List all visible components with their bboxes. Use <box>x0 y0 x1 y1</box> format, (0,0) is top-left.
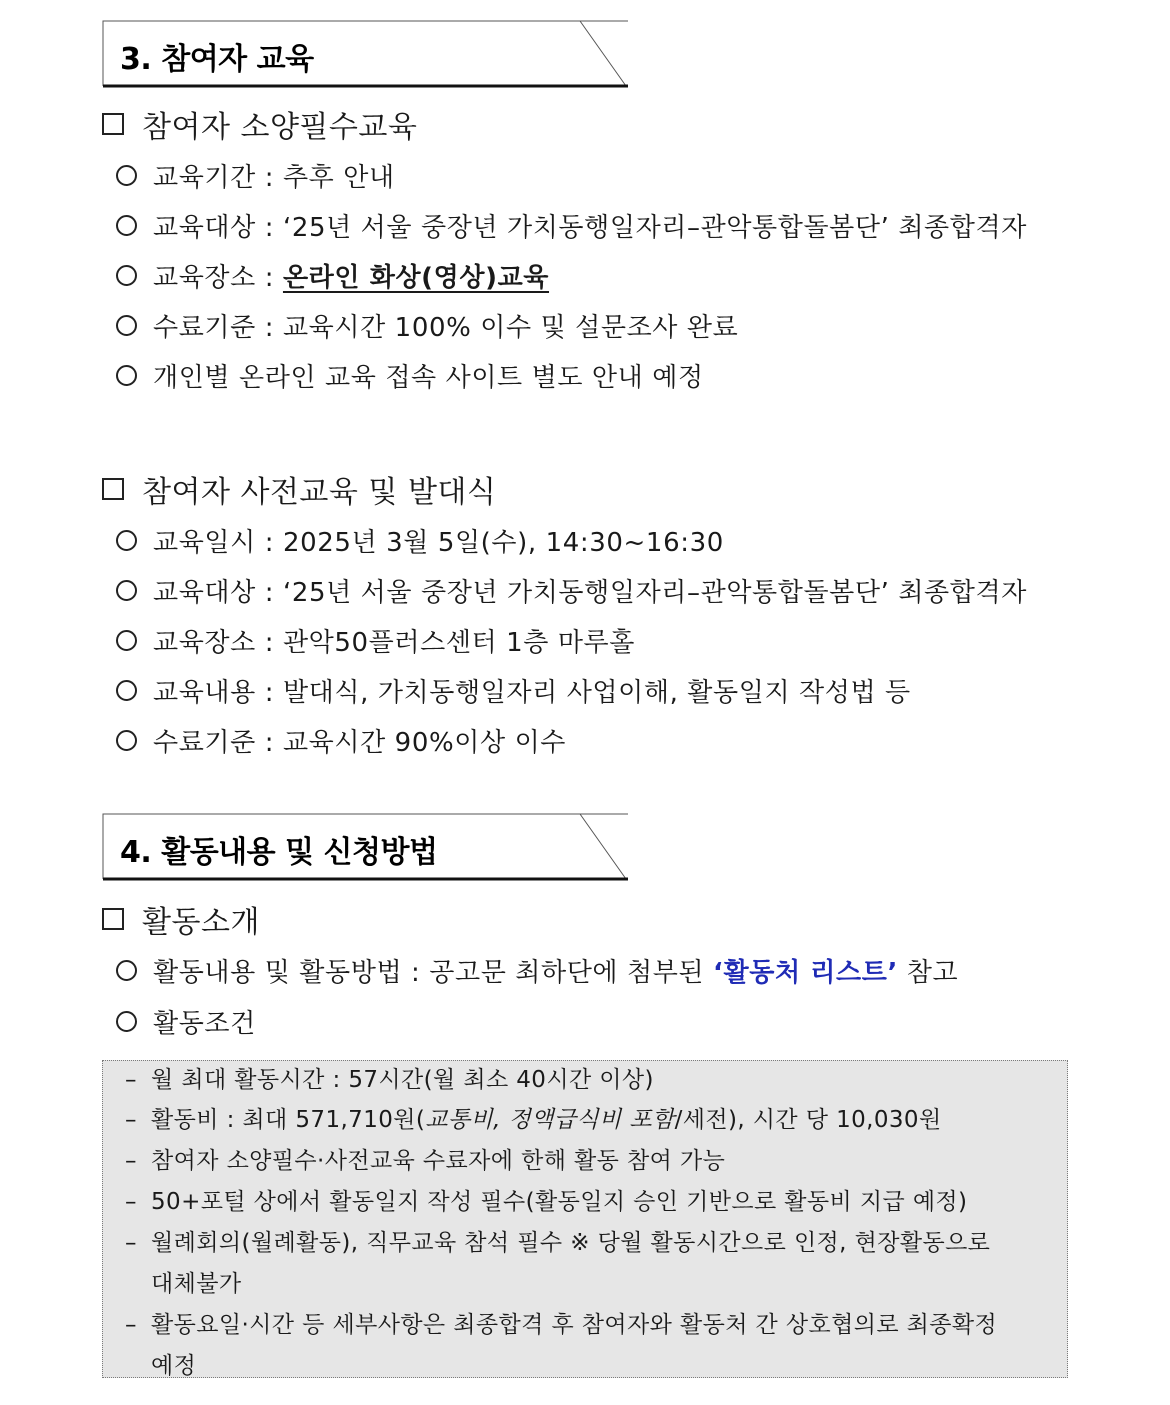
condition-item: – 50+포털 상에서 활동일지 작성 필수(활동일지 승인 기반으로 활동비 지급 예정) <box>125 1189 968 1215</box>
activity-conditions-box <box>102 1060 1068 1378</box>
list-item: 개인별 온라인 교육 접속 사이트 별도 안내 예정 <box>116 357 704 394</box>
square-bullet-icon <box>102 113 124 135</box>
circle-bullet-icon <box>116 580 137 601</box>
circle-bullet-icon <box>116 265 137 286</box>
circle-bullet-icon <box>116 730 137 751</box>
list-item: 교육기간 : 추후 안내 <box>116 157 395 194</box>
circle-bullet-icon <box>116 680 137 701</box>
circle-bullet-icon <box>116 960 137 981</box>
section-4-title: 4. 활동내용 및 신청방법 <box>120 835 438 870</box>
condition-item: – 월 최대 활동시간 : 57시간(월 최소 40시간 이상) <box>125 1067 654 1093</box>
circle-bullet-icon <box>116 365 137 386</box>
circle-bullet-icon <box>116 215 137 236</box>
section-3-title: 3. 참여자 교육 <box>120 42 314 77</box>
subheading-mandatory-education: 참여자 소양필수교육 <box>102 102 417 146</box>
circle-bullet-icon <box>116 1011 137 1032</box>
list-item: 수료기준 : 교육시간 100% 이수 및 설문조사 완료 <box>116 307 738 344</box>
circle-bullet-icon <box>116 530 137 551</box>
list-item: 교육일시 : 2025년 3월 5일(수), 14:30~16:30 <box>116 522 724 559</box>
circle-bullet-icon <box>116 315 137 336</box>
condition-item: – 활동비 : 최대 571,710원(교통비, 정액급식비 포함/세전), 시간 당 10,030원 <box>125 1107 942 1133</box>
square-bullet-icon <box>102 908 124 930</box>
section-3-header <box>102 20 628 86</box>
circle-bullet-icon <box>116 165 137 186</box>
education-place-online: 온라인 화상(영상)교육 <box>282 263 550 293</box>
subheading-pre-education: 참여자 사전교육 및 발대식 <box>102 467 496 511</box>
square-bullet-icon <box>102 478 124 500</box>
section-4-header <box>102 813 628 879</box>
list-item: 교육장소 : 관악50플러스센터 1층 마루홀 <box>116 622 635 659</box>
condition-item: – 월례회의(월례활동), 직무교육 참석 필수 ※ 당월 활동시간으로 인정, 현장활동으로 <box>125 1230 991 1256</box>
subheading-activity-intro: 활동소개 <box>102 897 260 941</box>
activity-list-link[interactable]: ‘활동처 리스트’ <box>713 958 898 988</box>
condition-item-continued: 대체불가 <box>151 1271 242 1297</box>
condition-item: – 참여자 소양필수·사전교육 수료자에 한해 활동 참여 가능 <box>125 1148 726 1174</box>
list-item: 활동내용 및 활동방법 : 공고문 최하단에 첨부된 ‘활동처 리스트’ 참고 <box>116 952 958 989</box>
condition-item: – 활동요일·시간 등 세부사항은 최종합격 후 참여자와 활동처 간 상호협의로 최종확정 <box>125 1312 998 1338</box>
list-item: 수료기준 : 교육시간 90%이상 이수 <box>116 722 566 759</box>
circle-bullet-icon <box>116 630 137 651</box>
list-item: 교육대상 : ‘25년 서울 중장년 가치동행일자리–관악통합돌봄단’ 최종합격자 <box>116 572 1027 609</box>
list-item: 활동조건 <box>116 1003 256 1040</box>
list-item: 교육대상 : ‘25년 서울 중장년 가치동행일자리–관악통합돌봄단’ 최종합격자 <box>116 207 1027 244</box>
list-item: 교육장소 : 온라인 화상(영상)교육 <box>116 257 549 294</box>
condition-item-continued: 예정 <box>151 1353 197 1379</box>
list-item: 교육내용 : 발대식, 가치동행일자리 사업이해, 활동일지 작성법 등 <box>116 672 911 709</box>
